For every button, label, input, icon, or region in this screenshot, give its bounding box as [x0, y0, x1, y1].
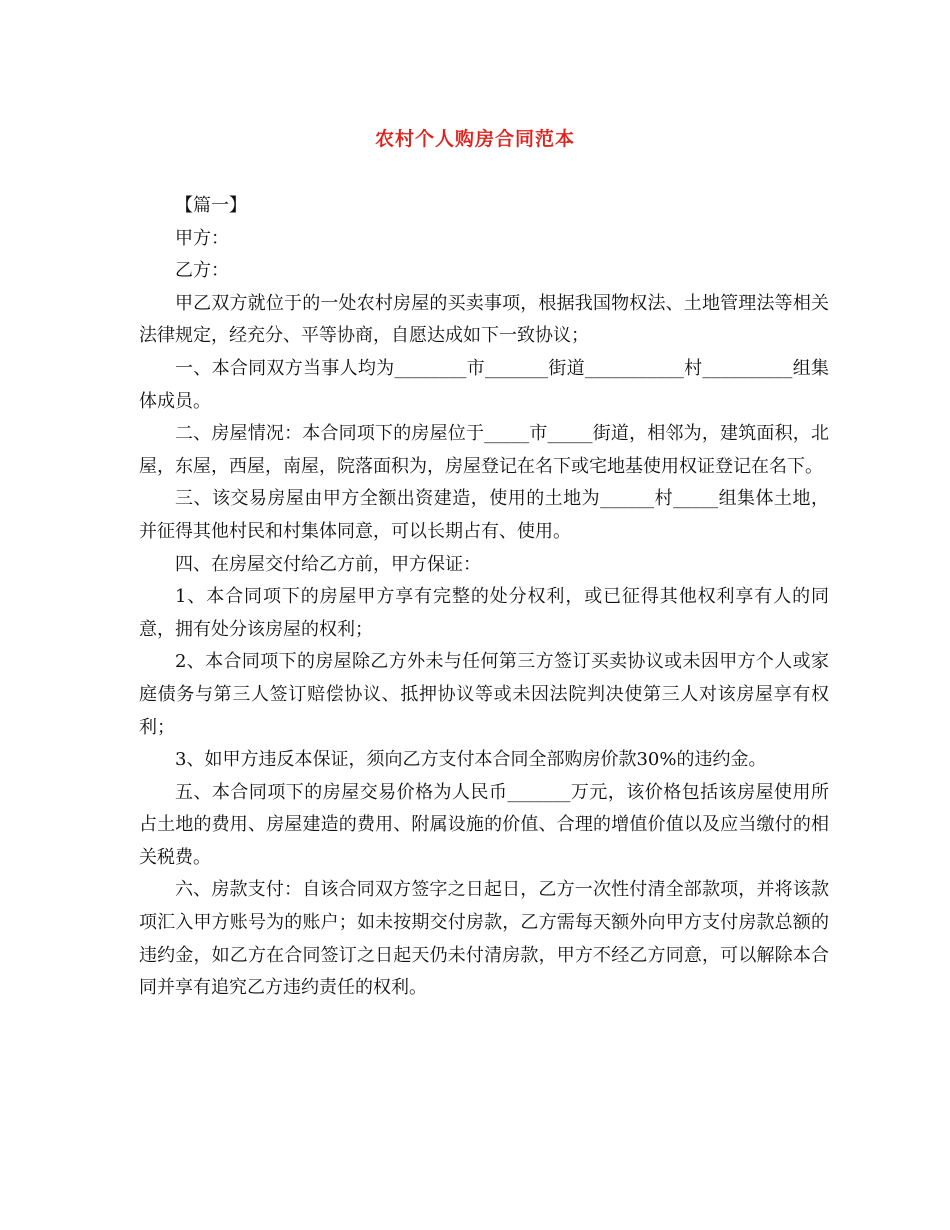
clause-6: 六、房款支付：自该合同双方签字之日起日，乙方一次性付清全部款项，并将该款项汇入甲方账号为的账户；如未按期交付房款，乙方需每天额外向甲方支付房款总额的违约金，如乙方在合同签订之日起天仍未付清房款，甲方不经乙方同意，可以解除本合同并享有追究乙方违约责任的权利。 [139, 879, 829, 999]
section-heading: 【篇一】 [175, 195, 247, 216]
party-a-line: 甲方： [175, 227, 229, 249]
clause-4-item-3: 3、如甲方违反本保证，须向乙方支付本合同全部购房价款30%的违约金。 [175, 749, 767, 771]
clause-2: 二、房屋情况：本合同项下的房屋位于_____市_____街道，相邻为，建筑面积，北屋，东屋，西屋，南屋，院落面积为，房屋登记在名下或宅地基使用权证登记在名下。 [139, 423, 829, 477]
clause-1: 一、本合同双方当事人均为________市_______街道___________村__________组集体成员。 [139, 357, 829, 412]
document-title: 农村个人购房合同范本 [374, 128, 575, 150]
clause-4-item-1: 1、本合同项下的房屋甲方享有完整的处分权利，或已征得其他权利享有人的同意，拥有处分该房屋的权利； [139, 586, 829, 640]
clause-5: 五、本合同项下的房屋交易价格为人民币_______万元，该价格包括该房屋使用所占土地的费用、房屋建造的费用、附属设施的价值、合理的增值价值以及应当缴付的相关税费。 [139, 781, 829, 868]
preamble-paragraph: 甲乙双方就位于的一处农村房屋的买卖事项，根据我国物权法、土地管理法等相关法律规定，经充分、平等协商，自愿达成如下一致协议； [139, 292, 829, 347]
clause-3: 三、该交易房屋由甲方全额出资建造，使用的土地为______村_____组集体土地，并征得其他村民和村集体同意，可以长期占有、使用。 [139, 488, 829, 542]
document-body [139, 190, 829, 1005]
clause-4: 四、在房屋交付给乙方前，甲方保证： [175, 553, 481, 575]
party-b-line: 乙方： [175, 260, 229, 282]
clause-4-item-2: 2、本合同项下的房屋除乙方外未与任何第三方签订买卖协议或未因甲方个人或家庭债务与第三人签订赔偿协议、抵押协议等或未因法院判决使第三人对该房屋享有权利； [139, 651, 829, 738]
